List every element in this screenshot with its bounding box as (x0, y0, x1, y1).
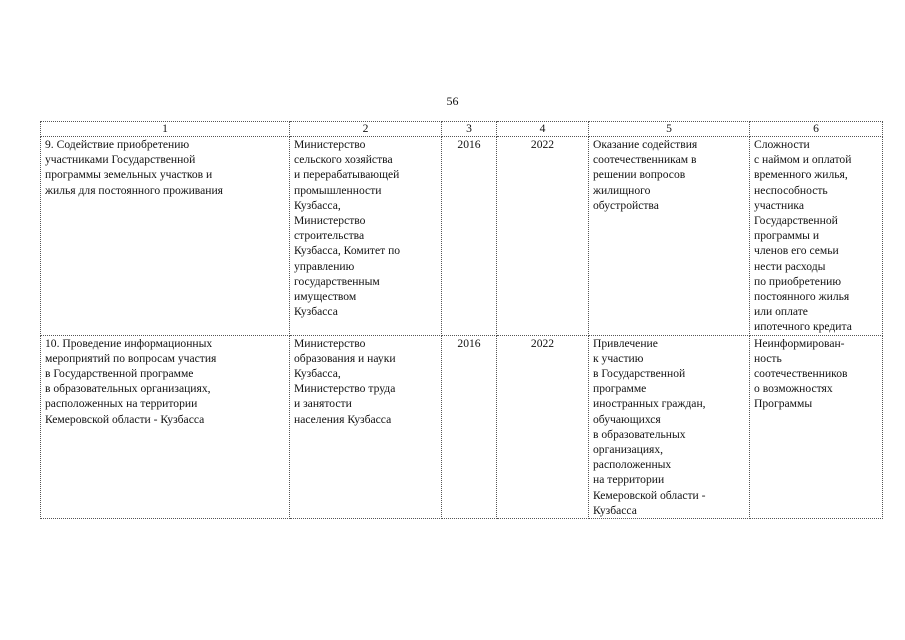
risks-cell (750, 335, 883, 518)
risks-cell (750, 137, 883, 336)
column-number: 5 (589, 122, 750, 137)
risks-text: Неинформирован- ность соотечественников о возможностях Программы (754, 336, 848, 411)
result-cell (589, 137, 750, 336)
page-number: 56 (446, 94, 459, 108)
start-year-cell: 2016 (442, 335, 497, 518)
activity-cell (41, 335, 290, 518)
start-year-cell: 2016 (442, 137, 497, 336)
column-number: 1 (41, 122, 290, 137)
column-number: 4 (497, 122, 589, 137)
column-number: 3 (442, 122, 497, 137)
executor-text: Министерство образования и науки Кузбасса, Министерство труда и занятости населения Кузбасса (294, 336, 396, 426)
result-text: Оказание содействия соотечественникам в решении вопросов жилищного обустройства (593, 138, 698, 212)
activity-cell (41, 137, 290, 336)
executor-cell (290, 335, 442, 518)
end-year-cell: 2022 (497, 335, 589, 518)
end-year-cell: 2022 (497, 137, 589, 336)
result-cell (589, 335, 750, 518)
table-row (41, 137, 883, 336)
column-number: 6 (750, 122, 883, 137)
executor-cell (290, 137, 442, 336)
table-row (41, 335, 883, 518)
result-text: Привлечение к участию в Государственной программе иностранных граждан, обучающихся в образовательных организациях, расположенных на территории Кемеровской области - Кузбасса (593, 336, 706, 517)
measures-table (40, 121, 883, 519)
column-number: 2 (290, 122, 442, 137)
executor-text: Министерство сельского хозяйства и перерабатывающей промышленности Кузбасса, Министерство строительства Кузбасса, Комитет по управлению государственным имуществом Кузбасса (294, 138, 401, 319)
activity-text: 10. Проведение информационных мероприятий по вопросам участия в Государственной программе в образовательных организациях, расположенных на территории Кемеровской области - Кузбасса (45, 336, 217, 426)
column-number-row (41, 122, 883, 137)
risks-text: Сложности с наймом и оплатой временного жилья, неспособность участника Государственной программы и членов его семьи нести расходы по приобретению постоянного жилья или оплате ипотечного кредита (754, 138, 852, 334)
activity-text: 9. Содействие приобретению участниками Государственной программы земельных участков и жилья для постоянного проживания (45, 138, 223, 197)
